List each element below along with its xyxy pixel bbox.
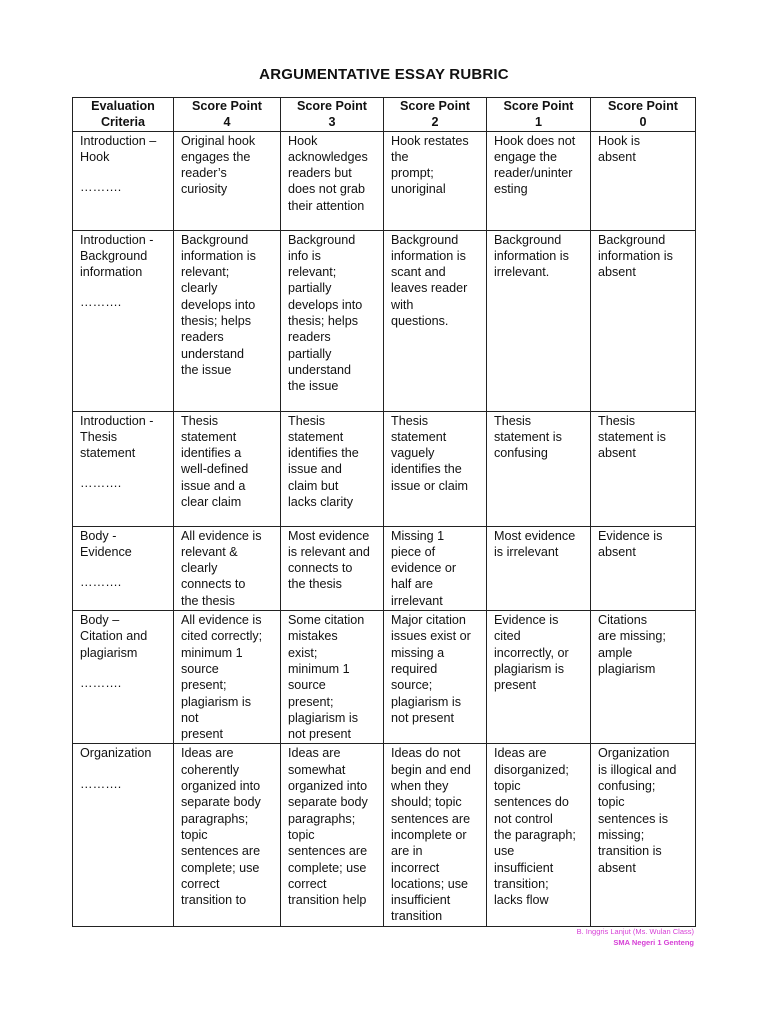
rubric-table (72, 97, 696, 927)
score-cell-3: Hook acknowledges readers but does not grab their attention (281, 131, 384, 230)
score-cell-2: Major citation issues exist or missing a required source; plagiarism is not present (384, 611, 487, 744)
rubric-row (73, 526, 696, 610)
score-cell-2: Thesis statement vaguely identifies the issue or claim (384, 411, 487, 526)
score-cell-2: Hook restates the prompt; unoriginal (384, 131, 487, 230)
rubric-row (73, 131, 696, 230)
criteria-cell: Introduction - Thesis statement ………. (73, 411, 174, 526)
header-row (73, 98, 696, 132)
footer-class: B. Inggris Lanjut (Ms. Wulan Class) (576, 927, 694, 936)
page-title: ARGUMENTATIVE ESSAY RUBRIC (259, 66, 509, 83)
score-cell-1: Most evidence is irrelevant (487, 526, 591, 610)
score-cell-0: Background information is absent (591, 230, 696, 411)
score-cell-2: Missing 1 piece of evidence or half are irrelevant (384, 526, 487, 610)
score-cell-1: Ideas are disorganized; topic sentences do not control the paragraph; use insufficient transition; lacks flow (487, 744, 591, 926)
rubric-row (73, 744, 696, 926)
score-cell-4: All evidence is cited correctly; minimum 1 source present; plagiarism is not present (174, 611, 281, 744)
footer (577, 926, 694, 948)
header-criteria: Evaluation Criteria (73, 98, 174, 132)
score-cell-3: Background info is relevant; partially develops into thesis; helps readers partially understand the issue (281, 230, 384, 411)
criteria-cell: Body - Evidence ………. (73, 526, 174, 610)
score-cell-4: All evidence is relevant & clearly connects to the thesis (174, 526, 281, 610)
score-blank: ………. (80, 476, 122, 491)
score-blank: ………. (80, 180, 122, 195)
header-score-0: Score Point 0 (591, 98, 696, 132)
score-cell-3: Some citation mistakes exist; minimum 1 source present; plagiarism is not present (281, 611, 384, 744)
score-cell-3: Thesis statement identifies the issue and claim but lacks clarity (281, 411, 384, 526)
score-cell-0: Organization is illogical and confusing; topic sentences is missing; transition is absent (591, 744, 696, 926)
footer-school: SMA Negeri 1 Genteng (613, 938, 694, 947)
criteria-cell: Organization ………. (73, 744, 174, 926)
score-cell-2: Background information is scant and leaves reader with questions. (384, 230, 487, 411)
header-score-3: Score Point 3 (281, 98, 384, 132)
score-blank: ………. (80, 575, 122, 590)
score-blank: ………. (80, 675, 122, 690)
header-score-1: Score Point 1 (487, 98, 591, 132)
score-blank: ………. (80, 295, 122, 310)
score-cell-0: Citations are missing; ample plagiarism (591, 611, 696, 744)
score-cell-0: Evidence is absent (591, 526, 696, 610)
score-cell-0: Thesis statement is absent (591, 411, 696, 526)
rubric-row (73, 611, 696, 744)
score-cell-4: Original hook engages the reader’s curiosity (174, 131, 281, 230)
score-cell-1: Thesis statement is confusing (487, 411, 591, 526)
score-cell-1: Evidence is cited incorrectly, or plagiarism is present (487, 611, 591, 744)
header-score-2: Score Point 2 (384, 98, 487, 132)
score-blank: ………. (80, 776, 122, 791)
criteria-cell: Introduction - Background information ………. (73, 230, 174, 411)
score-cell-4: Ideas are coherently organized into separate body paragraphs; topic sentences are complete; use correct transition to (174, 744, 281, 926)
score-cell-3: Ideas are somewhat organized into separate body paragraphs; topic sentences are complete; use correct transition help (281, 744, 384, 926)
rubric-row (73, 411, 696, 526)
header-score-4: Score Point 4 (174, 98, 281, 132)
score-cell-2: Ideas do not begin and end when they should; topic sentences are incomplete or are in incorrect locations; use insufficient transition (384, 744, 487, 926)
score-cell-1: Hook does not engage the reader/uninter esting (487, 131, 591, 230)
score-cell-4: Background information is relevant; clearly develops into thesis; helps readers understand the issue (174, 230, 281, 411)
criteria-cell: Body – Citation and plagiarism ………. (73, 611, 174, 744)
score-cell-0: Hook is absent (591, 131, 696, 230)
rubric-row (73, 230, 696, 411)
score-cell-1: Background information is irrelevant. (487, 230, 591, 411)
criteria-cell: Introduction – Hook ………. (73, 131, 174, 230)
score-cell-3: Most evidence is relevant and connects to the thesis (281, 526, 384, 610)
score-cell-4: Thesis statement identifies a well-defined issue and a clear claim (174, 411, 281, 526)
